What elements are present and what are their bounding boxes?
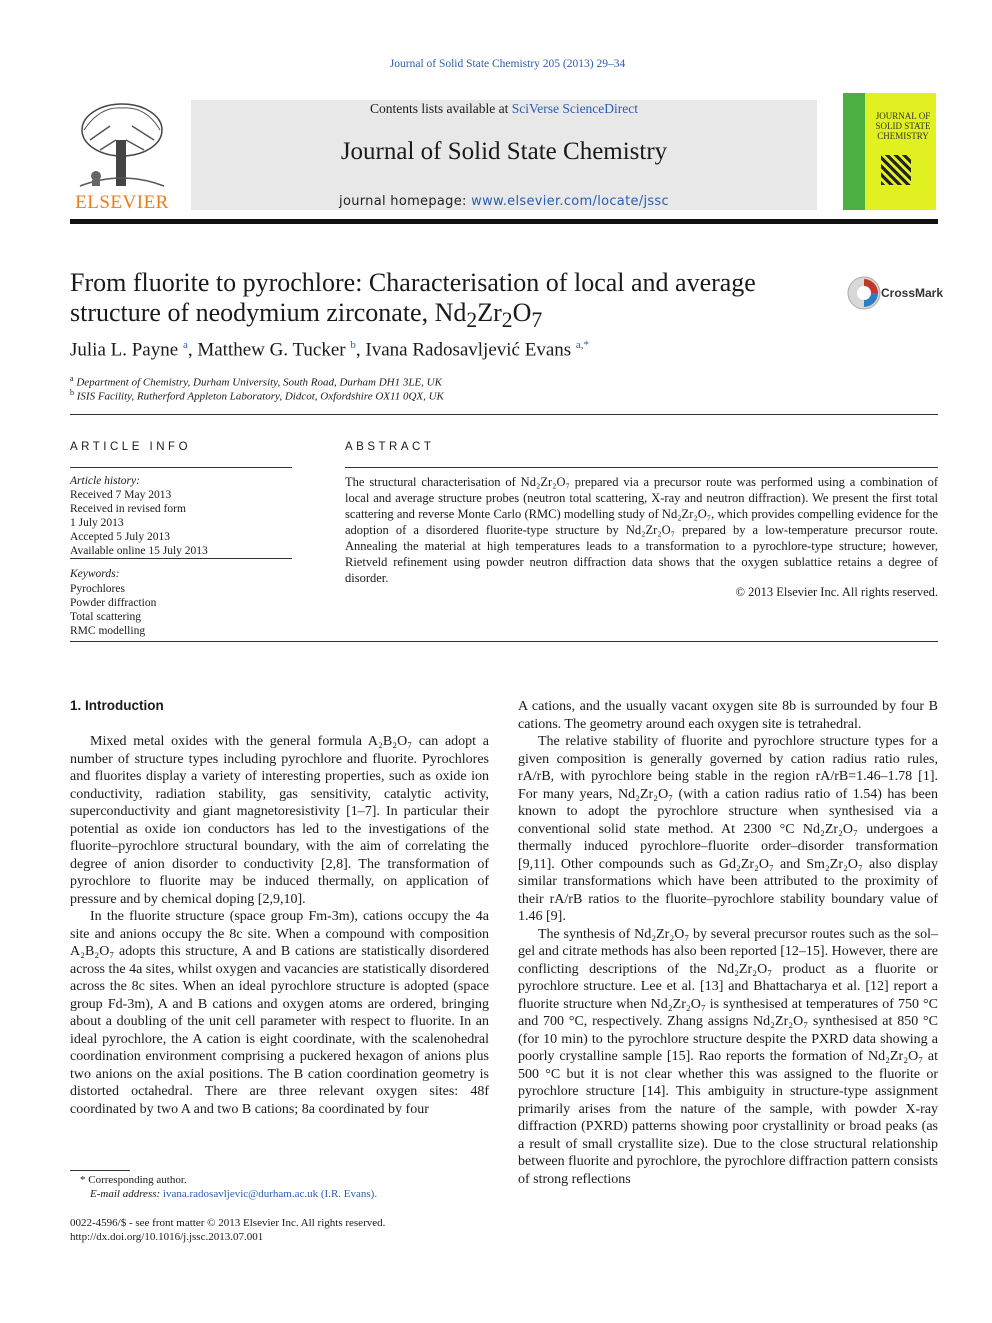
affiliation-b <box>70 388 444 403</box>
affiliation-a <box>70 374 442 389</box>
body-column-left <box>70 733 489 1118</box>
author-2-affil[interactable]: b <box>350 339 356 351</box>
header-rule <box>70 219 938 224</box>
sciencedirect-link[interactable]: SciVerse ScienceDirect <box>511 101 639 116</box>
keyword: RMC modelling <box>70 625 146 637</box>
homepage-line <box>191 194 817 209</box>
author-3[interactable]: Ivana Radosavljević Evans <box>365 339 572 361</box>
footnote-issn: 0022-4596/$ - see front matter © 2013 Elsevier Inc. All rights reserved. <box>70 1217 386 1229</box>
received-date: Received 7 May 2013 <box>70 489 172 501</box>
author-1[interactable]: Julia L. Payne <box>70 339 179 361</box>
abstract-copyright: © 2013 Elsevier Inc. All rights reserved. <box>735 585 938 599</box>
contents-prefix: Contents lists available at <box>369 101 512 116</box>
footnote-email <box>90 1188 377 1200</box>
elsevier-logo <box>70 100 174 212</box>
intro-paragraph-4: The synthesis of Nd₂Zr₂O₇ by several precursor routes such as the sol–gel and citrate methods has also been reported [12–15]. However, there are conflicting descriptions of the Nd₂Zr₂O₇ product as a fluorite or pyrochlore structure. Lee et al. [13] and Bhattacharya et al. [12] report a fluorite structure when Nd₂Zr₂O₇ is synthesised at temperatures of 750 °C and 700 °C, respectively. Zhang assigns Nd₂Zr₂O₇ synthesised at 850 °C (for 10 min) to the pyrochlore structure despite the PXRD data showing a poorly crystalline sample [15]. Rao reports the formation of Nd₂Zr₂O₇ at 500 °C but it is not clear whether this was assigned to the fluorite or pyrochlore structure [14]. This ambiguity in structure-type assignment primarily arises from the nature of the sample, with powder X-ray diffraction (PXRD) patterns showing poor crystallinity or broad peaks (as a result of small crystallite size). Due to the close structural relationship between fluorite and pyrochlore, the pyrochlore diffraction pattern consists of strong reflections <box>518 926 938 1187</box>
divider <box>345 467 938 468</box>
email-link[interactable]: ivana.radosavljevic@durham.ac.uk (I.R. Evans). <box>162 1188 378 1200</box>
title-line-2: structure of neodymium zirconate, Nd <box>70 298 467 327</box>
keyword: Pyrochlores <box>70 583 125 595</box>
journal-citation[interactable]: Journal of Solid State Chemistry 205 (2013) 29–34 <box>389 58 626 70</box>
footnote-doi[interactable]: http://dx.doi.org/10.1016/j.jssc.2013.07.001 <box>70 1231 264 1243</box>
crossmark-label: CrossMark <box>881 286 944 300</box>
affil-a-marker: a <box>70 374 74 383</box>
history-label: Article history: <box>70 475 140 487</box>
keywords-label: Keywords: <box>70 568 120 580</box>
cover-title: JOURNAL OF SOLID STATE CHEMISTRY <box>875 111 931 141</box>
author-3-affil[interactable]: a,* <box>575 339 590 351</box>
title-zr: Zr <box>477 298 502 327</box>
journal-name: Journal of Solid State Chemistry <box>340 138 668 165</box>
title-sub: 2 <box>466 308 478 333</box>
homepage-link[interactable]: www.elsevier.com/locate/jssc <box>471 194 669 209</box>
article-title <box>70 268 830 335</box>
author-2[interactable]: Matthew G. Tucker <box>197 339 346 361</box>
online-date: Available online 15 July 2013 <box>70 545 208 557</box>
author-list: Julia L. Payne $^a$, Matthew G. Tucker $^b$, Ivana Radosavljević Evans $^{a,*}$ <box>70 339 590 361</box>
publisher-name: ELSEVIER <box>75 192 169 213</box>
divider <box>70 467 292 468</box>
homepage-label: journal homepage: <box>339 194 472 209</box>
keyword: Total scattering <box>70 611 142 623</box>
title-sub: 7 <box>531 308 543 333</box>
keyword: Powder diffraction <box>70 597 157 609</box>
title-o: O <box>512 298 532 327</box>
revised-line-1: Received in revised form <box>70 503 186 515</box>
revised-line-2: 1 July 2013 <box>70 517 124 529</box>
article-info-heading: ARTICLE INFO <box>70 441 192 453</box>
abstract-heading: ABSTRACT <box>345 441 435 453</box>
title-sub: 2 <box>501 308 513 333</box>
footnote-rule <box>70 1170 130 1171</box>
journal-cover-thumbnail[interactable] <box>843 93 936 210</box>
divider <box>70 641 938 642</box>
body-column-right <box>518 698 938 1188</box>
affil-a-text: Department of Chemistry, Durham University, South Road, Durham DH1 3LE, UK <box>76 376 442 389</box>
cover-strip <box>843 93 865 210</box>
divider <box>70 558 292 559</box>
email-label: E-mail address: <box>90 1188 163 1200</box>
intro-paragraph-2-cont: A cations, and the usually vacant oxygen site 8b is surrounded by four B cations. The geometry around each oxygen site is tetrahedral. <box>518 699 938 732</box>
title-line-1: From fluorite to pyrochlore: Characterisation of local and average <box>70 268 756 297</box>
divider <box>70 414 938 415</box>
intro-paragraph-1: Mixed metal oxides with the general formula A₂B₂O₇ can adopt a number of structure types including pyrochlore and fluorite. Pyrochlores and fluorites display a variety of interesting properties, such as oxide ion conductivity, radiation stability, gas sensitivity, catalytic activity, superconductivity and giant magnetoresistivity [1–7]. In particular their potential as oxide ion conductors has led to the investigations of the fluorite–pyrochlore structural boundary, with the aim of correlating the degree of anion disorder to conductivity [2,8]. The transformation of pyrochlore to fluorite may be induced thermally, on application of pressure and by chemical doping [2,9,10]. <box>70 734 489 907</box>
accepted-date: Accepted 5 July 2013 <box>70 531 170 543</box>
crossmark-icon <box>846 275 882 311</box>
contents-line <box>191 101 817 117</box>
footnote-corresponding: * Corresponding author. <box>80 1174 187 1186</box>
cover-pattern-icon <box>881 155 911 185</box>
author-1-affil[interactable]: a <box>182 339 188 351</box>
section-heading-introduction: 1. Introduction <box>70 698 164 713</box>
affil-b-marker: b <box>70 388 74 397</box>
affil-b-text: ISIS Facility, Rutherford Appleton Laboratory, Didcot, Oxfordshire OX11 0QX, UK <box>76 390 444 403</box>
intro-paragraph-2: In the fluorite structure (space group Fm-3m), cations occupy the 4a site and anions occupy the 8c site. When a compound with composition A₂B₂O₇ adopts this structure, A and B cations are statistically disordered across the 4a sites, whilst oxygen and vacancies are statistically disordered across the 8c sites. When an ideal pyrochlore structure is adopted (space group Fd-3m), A and B cations and oxygen atoms are ordered, bringing about a doubling of the unit cell parameter with respect to fluorite. In an ideal pyrochlore, the A cation is eight coordinate, with the scalenohedral coordination environment comprising a puckered hexagon of anions plus two anions on the axial positions. The B cation coordination geometry is distorted octahedral. There are three relevant oxygen sites: 48f coordinated by two A and two B cations; 8a coordinated by four <box>70 909 489 1117</box>
abstract-text: The structural characterisation of Nd₂Zr₂O₇ prepared via a precursor route was performed using a combination of local and average structure probes (neutron total scattering, X-ray and neutron diffraction). We present the first total scattering and reverse Monte Carlo (RMC) modelling study of Nd₂Zr₂O₇, which provides compelling evidence for the adoption of a disordered fluorite-type structure by Nd₂Zr₂O₇ prepared by a low-temperature precursor route. Annealing the material at high temperatures leads to a transformation to a pyrochlore-type structure; however, Rietveld refinement using powder neutron diffraction data shows that the oxygen sublattice retains a degree of disorder. <box>345 475 938 585</box>
intro-paragraph-3: The relative stability of fluorite and pyrochlore structure types for a given composition is generally governed by cation radius ratio rules, rA/rB, with pyrochlore being stable in the region rA/rB=1.46–1.78 [1]. For many years, Nd₂Zr₂O₇ (with a cation radius ratio of 1.54) has been known to adopt the pyrochlore structure when synthesised via a conventional solid state method. At 2300 °C Nd₂Zr₂O₇ undergoes a thermally induced pyrochlore–fluorite order–disorder transformation [9,11]. Other compounds such as Gd₂Zr₂O₇ and Sm₂Zr₂O₇ also display similar transformations which have been attributed to the proximity of their rA/rB ratios to the fluorite–pyrochlore stability boundary value of 1.46 [9]. <box>518 734 938 924</box>
